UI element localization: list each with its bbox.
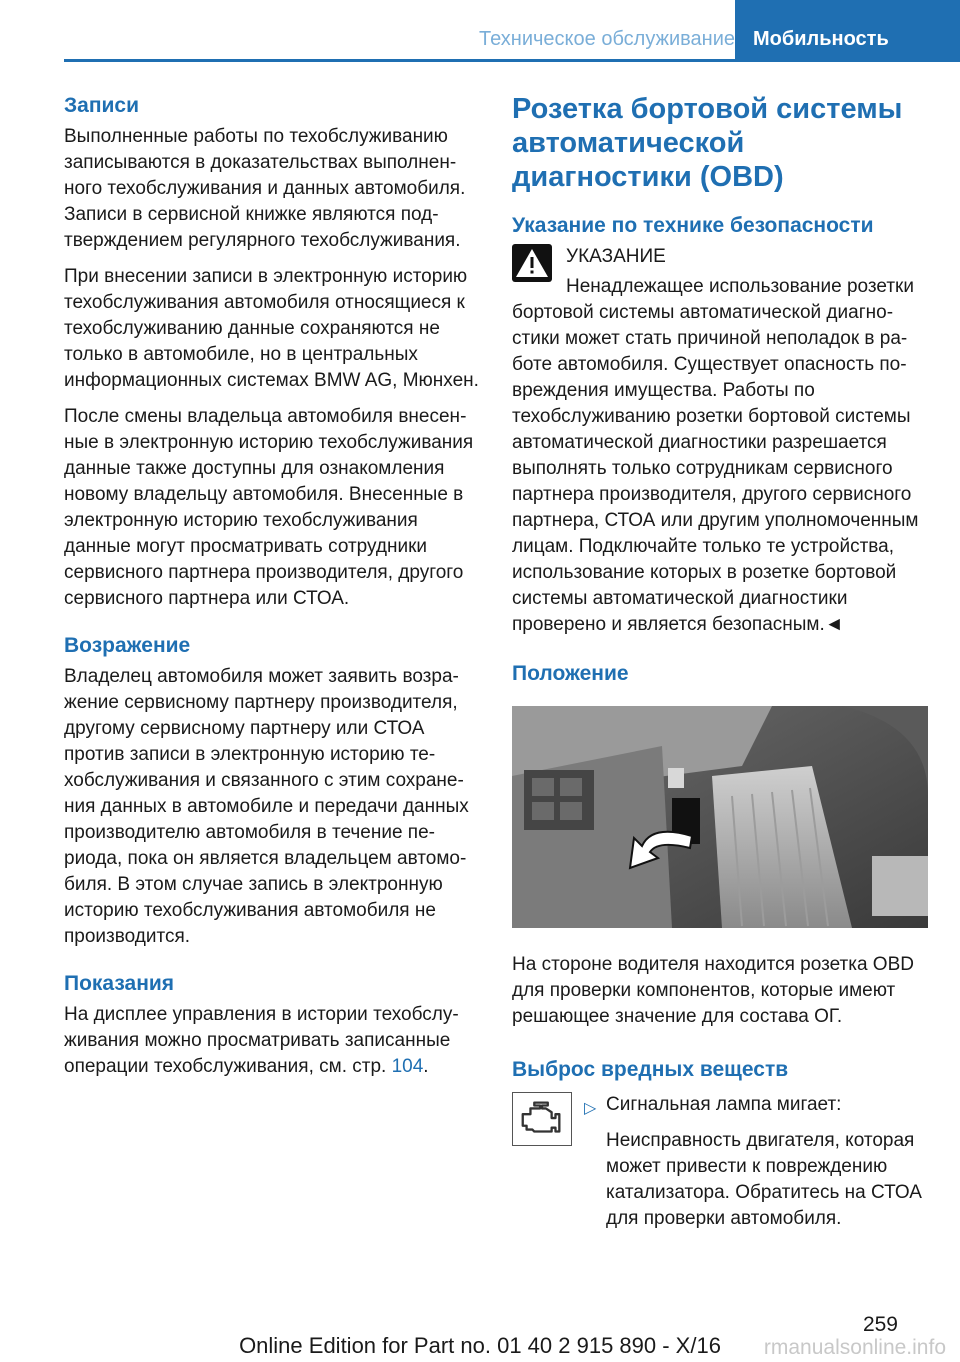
warning-text: Ненадлежащее использование розетки бортовой системы автоматической диагностики может стать причиной неполадок в работе автомобиля. Существует опасность повреждения имущества. Работы по техобслуживанию розетки бортовой системы автоматической диагностики разрешается выполнять только сотрудникам сервисного партнера производителя, другого сервисного партнера, СТОА или другим уполномоченным лицам. Подключайте только те устройства, использование которых в розетке бортовой системы автоматической диагностики проверено и является безопасным.◄ (512, 276, 919, 635)
warning-label: УКАЗАНИЕ (566, 246, 666, 267)
records-heading: Записи (64, 94, 140, 117)
header-chapter-tab: Мобильность (735, 0, 960, 62)
warning-triangle-icon (512, 244, 552, 282)
display-text: На дисплее управления в истории техобслуживания можно просматривать записанные операции техобслуживания, см. стр. (64, 1004, 459, 1077)
watermark: rmanualsonline.info (763, 1336, 946, 1359)
left-column (64, 92, 482, 1100)
right-column (512, 92, 932, 1242)
emissions-line-1: Сигнальная лампа мигает: (606, 1094, 842, 1115)
edition-footer: Online Edition for Part no. 01 40 2 915 890 - X/16 (239, 1333, 721, 1358)
records-paragraph-3: После смены владельца автомобиля внесенные в электронную историю техобслуживания данные также доступны для ознакомления новому владельцу автомобиля. Внесенные в электронную историю техобслуживания данные могут просматривать сотрудники сервисного партнера производителя, другого сервисного партнера или СТОА. (64, 406, 474, 609)
page-header (64, 0, 960, 62)
emissions-text (606, 1092, 932, 1242)
records-paragraph-2: При внесении записи в электронную историю техобслуживания автомобиля относящиеся к техобслуживанию данные сохраняются не только в автомобиле, но в центральных информационных системах BMW AG, Мюнхен. (64, 266, 479, 391)
header-section-title: Техническое обслуживание (479, 28, 735, 50)
emissions-item (512, 1092, 932, 1242)
check-engine-icon (512, 1092, 572, 1146)
page-number: 259 (862, 1313, 898, 1336)
safety-warning (512, 244, 932, 638)
triangle-bullet-icon: ▷ (584, 1100, 597, 1117)
objection-paragraph: Владелец автомобиля может заявить возражение сервисному партнеру производителя, другому сервисному партнеру или СТОА против записи в электронную историю техобслуживания и связанного с этим сохранения данных в автомобиле и передачи данных производителю автомобиля в течение периода, пока он является владельцем автомобиля. В этом случае запись в электронную историю техобслуживания автомобиля не производится. (64, 666, 469, 947)
section-objection (64, 632, 482, 950)
obd-location-photo (512, 706, 928, 928)
position-heading: Положение (512, 662, 629, 685)
display-heading: Показания (64, 972, 175, 995)
records-paragraph-1: Выполненные работы по техобслуживанию записываются в доказательствах выполненного техобслуживания и данных автомобиля. Записи в сервисной книжке являются подтверждением регулярного техобслуживания. (64, 126, 466, 251)
section-display (64, 970, 482, 1080)
emissions-line-2: Неисправность двигателя, которая может привести к повреждению катализатора. Обратитесь на СТОА для проверки автомобиля. (606, 1130, 922, 1229)
display-text-end: . (423, 1056, 429, 1077)
page-reference-link[interactable]: 104 (391, 1056, 424, 1077)
emissions-heading: Выброс вредных веществ (512, 1058, 789, 1081)
objection-heading: Возражение (64, 634, 191, 657)
obd-heading: Розетка бортовой системы автоматической диагностики (OBD) (512, 93, 903, 193)
section-records (64, 92, 482, 612)
position-text: На стороне водителя находится розетка OBD для проверки компонентов, которые имеют решающее значение для состава ОГ. (512, 954, 914, 1027)
header-rule (64, 59, 960, 62)
safety-heading: Указание по технике безопасности (512, 214, 874, 237)
display-paragraph (64, 1002, 482, 1080)
